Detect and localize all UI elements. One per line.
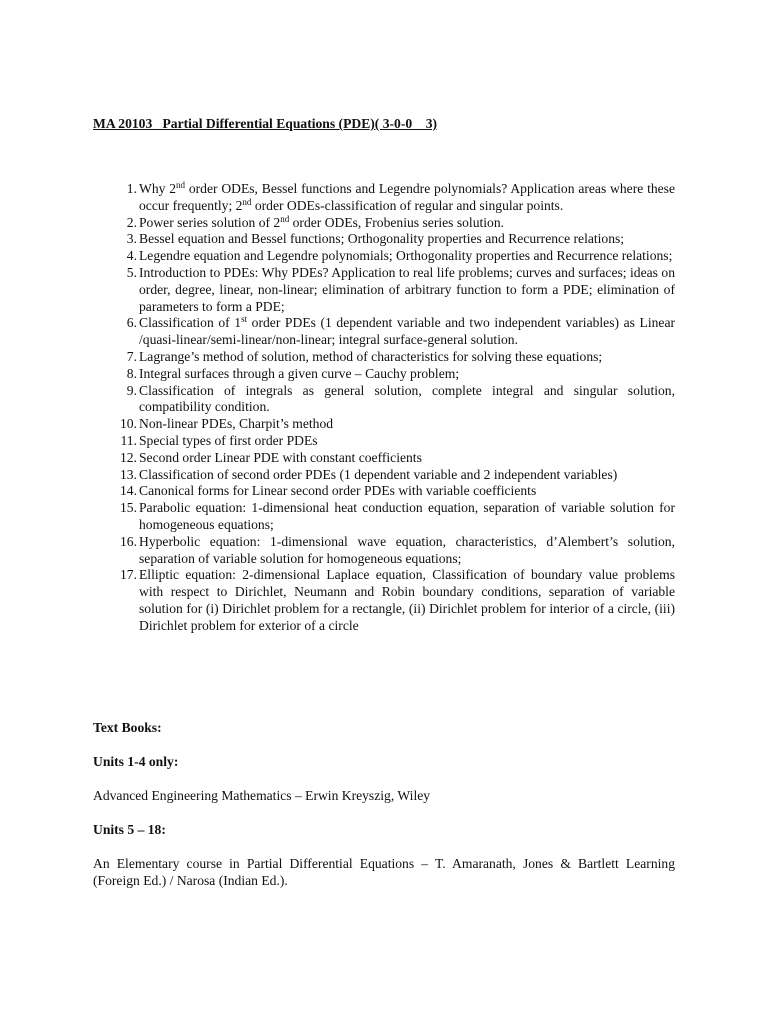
topic-item — [93, 181, 675, 215]
topic-number: 16. — [120, 533, 137, 549]
topic-text: Non-linear PDEs, Charpit’s method — [139, 416, 334, 432]
topic-item — [93, 349, 675, 366]
topic-number: 1. — [126, 181, 137, 196]
topic-item — [93, 383, 675, 417]
topic-item — [93, 467, 675, 484]
topic-text: Classification of 1st order PDEs (1 dependent variable and two independent variables) as Linear /quasi-linear/semi-linear/non-linear; integral surface-general solution. — [139, 314, 676, 348]
topic-number: 14. — [120, 483, 137, 499]
topic-item — [93, 567, 675, 634]
units-5-18-book: An Elementary course in Partial Differential Equations – T. Amaranath, Jones & Bartlett Learning (Foreign Ed.) / Narosa (Indian Ed.). — [93, 856, 675, 888]
units-1-4-heading: Units 1-4 only: — [93, 754, 179, 769]
topic-text: Special types of first order PDEs — [139, 432, 318, 448]
topic-number: 10. — [120, 416, 137, 432]
topic-text: Hyperbolic equation: 1-dimensional wave equation, characteristics, d’Alembert’s solution, separation of variable solution for homogeneous equations; — [139, 533, 675, 566]
textbooks-heading: Text Books: — [93, 720, 162, 735]
topic-text: Bessel equation and Bessel functions; Orthogonality properties and Recurrence relations; — [139, 231, 625, 247]
topic-text: Integral surfaces through a given curve – Cauchy problem; — [139, 365, 460, 381]
topic-item — [93, 315, 675, 349]
topic-item — [93, 231, 675, 248]
topic-item — [93, 534, 675, 568]
topic-number: 11. — [120, 432, 137, 448]
topic-text: Power series solution of 2nd order ODEs, Frobenius series solution. — [139, 213, 505, 230]
topic-text: Elliptic equation: 2-dimensional Laplace equation, Classification of boundary value problems with respect to Dirichlet, Neumann and Robin boundary conditions, separation of variable solution for (i) Dirichlet problem for a rectangle, (ii) Dirichlet problem for interior of a circle, (iii) Dirichlet problem for exterior of a circle — [139, 567, 675, 633]
topic-number: 9. — [126, 382, 137, 398]
topic-item — [93, 500, 675, 534]
topic-number: 4. — [126, 248, 137, 264]
topic-item — [93, 416, 675, 433]
topic-number: 3. — [126, 231, 137, 247]
units-1-4-book: Advanced Engineering Mathematics – Erwin Kreyszig, Wiley — [93, 788, 431, 803]
topic-text: Canonical forms for Linear second order PDEs with variable coefficients — [139, 483, 537, 499]
topic-number: 17. — [120, 567, 137, 583]
topic-item — [93, 265, 675, 315]
topic-text: Why 2nd order ODEs, Bessel functions and Legendre polynomials? Application areas where these occur frequently; 2nd order ODEs-classification of regular and singular points. — [139, 180, 675, 213]
topic-text: Introduction to PDEs: Why PDEs? Application to real life problems; curves and surfaces; ideas on order, degree, linear, non-linear; elimination of arbitrary function to form a PDE; elimination of parameters to form a PDE; — [139, 264, 675, 314]
course-title: MA 20103 Partial Differential Equations (PDE)( 3-0-0 3) — [93, 116, 438, 131]
topic-number: 8. — [126, 365, 137, 381]
topic-number: 2. — [126, 214, 137, 230]
topic-item — [93, 450, 675, 467]
topic-item — [93, 366, 675, 383]
topic-text: Lagrange’s method of solution, method of characteristics for solving these equations; — [139, 348, 603, 364]
topic-list — [93, 181, 675, 635]
topic-item — [93, 483, 675, 500]
topic-text: Parabolic equation: 1-dimensional heat conduction equation, separation of variable solution for homogeneous equations; — [139, 500, 675, 532]
topic-number: 7. — [126, 348, 137, 364]
topic-number: 12. — [120, 449, 137, 465]
topic-text: Classification of integrals as general solution, complete integral and singular solution, compatibility condition. — [139, 382, 675, 415]
topic-number: 13. — [120, 466, 137, 482]
topic-item — [93, 248, 675, 265]
topic-text: Legendre equation and Legendre polynomials; Orthogonality properties and Recurrence relations; — [139, 248, 673, 264]
topic-number: 15. — [120, 500, 137, 516]
topic-text: Classification of second order PDEs (1 dependent variable and 2 independent variables) — [139, 466, 618, 482]
topic-number: 6. — [126, 315, 137, 331]
topic-item — [93, 215, 675, 232]
topic-number: 5. — [126, 264, 137, 280]
topic-item — [93, 433, 675, 450]
topic-text: Second order Linear PDE with constant coefficients — [139, 449, 422, 465]
units-5-18-heading: Units 5 – 18: — [93, 822, 166, 837]
